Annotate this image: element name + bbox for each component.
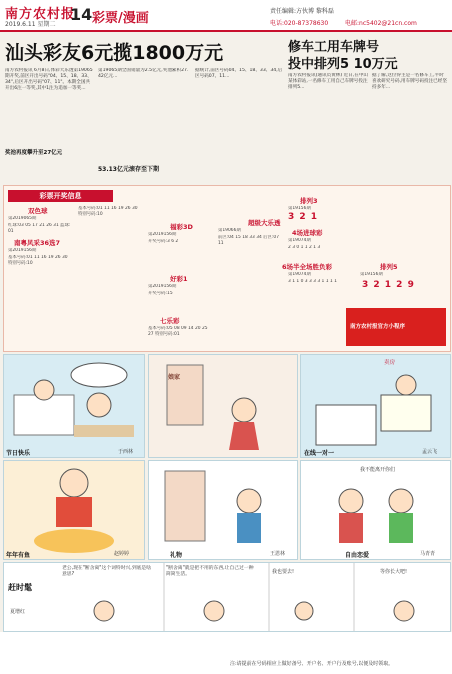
lottery-issue: 第2019156期: [8, 248, 37, 253]
lottery-result: 3 1 1 0 3 3 3 3 1 1 1 1: [288, 279, 337, 284]
lottery-name: 排列3: [300, 197, 318, 205]
comic-author: 赵婷婷: [114, 551, 130, 557]
article2-headline-line1: 修车工用车牌号: [288, 40, 380, 55]
article2-headline-line2: 投中排列5 10万元: [288, 57, 398, 72]
article2-column1: 南方农村报讯(通讯员黄林) 近日,在中山某体彩站,一名修车工用自己车牌号投注排列5...: [288, 73, 368, 90]
lottery-name: 4场进球彩: [292, 229, 323, 237]
comic-illustration: [301, 461, 450, 559]
article1-column3: 据统计,前区号码04、15、18、33、34,后区号码07、11...: [195, 68, 283, 79]
article1-caption: 53.13亿元滚存至下期: [98, 166, 159, 173]
lottery-issue: 第19074期: [288, 272, 311, 277]
comic-panel-gift: [148, 460, 298, 560]
lottery-result: 基本号码:01 11 16 19 26 30 特别号码:10: [8, 255, 68, 266]
lottery-issue: 第19074期: [288, 238, 311, 243]
lottery-result: 基本号码:05 08 09 14 20 25 27 特别号码:01: [148, 326, 208, 337]
article1-column2: 第19065期全国销量为2.5亿元,奖池累积27.42亿元...: [98, 68, 189, 79]
comic-speech: 等你长大吧!: [380, 569, 408, 575]
comic-panel-fish: [3, 460, 145, 560]
editors-line: 责任编辑:方伙博 黎科磊: [270, 8, 334, 15]
lottery-name: 6场半全场胜负彩: [282, 263, 333, 271]
comic-panel-free-love: [300, 460, 451, 560]
comic-illustration: [149, 355, 297, 457]
comic-title: 年年有鱼: [6, 552, 31, 559]
lottery-name: 超级大乐透: [248, 219, 281, 227]
section-title: 彩票/漫画: [92, 11, 149, 26]
comic-title: 赶时髦: [8, 583, 32, 592]
lottery-detail-col: 基本号码:01 11 16 19 26 30 特别号码:10: [78, 206, 138, 217]
newspaper-logo: 南方农村报: [5, 7, 76, 22]
lottery-issue: 第2019156期: [148, 284, 177, 289]
article1-headline: 汕头彩友6元揽1800万元: [5, 42, 224, 64]
lottery-name: 好彩1: [170, 275, 188, 283]
contact-phone: 电话:020-87378630: [270, 20, 329, 27]
contact-email: 电邮:nc5402@21cn.com: [345, 20, 417, 27]
comic-title: 节日快乐: [6, 450, 31, 457]
comic-title: 在线一对一: [304, 450, 335, 457]
comic-speech: 我不能离开你们: [360, 467, 396, 473]
lottery-name: 福彩3D: [170, 223, 193, 231]
lottery-issue: 第2019156期: [148, 232, 177, 237]
lottery-issue: 第19156期: [288, 206, 311, 211]
page-footer: [0, 632, 452, 674]
lottery-result: 开奖号码:3 6 2: [148, 239, 179, 244]
lottery-result: 2 3 0 1 1 2 1 3: [288, 245, 321, 250]
comic-author: 夏增红: [10, 609, 26, 615]
comic-speech: 卖房: [384, 360, 396, 366]
lottery-results-title: 彩票开奖信息: [8, 190, 113, 202]
lottery-result: 3 2 1 2 9: [362, 280, 415, 290]
app-promo-text: 南方农村报官方小程序: [350, 324, 406, 330]
comic-illustration: [301, 355, 450, 457]
comic-author: 孟云飞: [422, 449, 438, 455]
article2-column2: 据了解,这位得主是一名修车工,平时喜欢研究号码,用车牌号码投注已经坚持多年...: [372, 73, 447, 90]
lottery-issue: 第2019065期: [8, 216, 37, 221]
comic-author: 于西林: [118, 449, 134, 455]
comic-title: 自由恋爱: [345, 552, 370, 559]
lottery-result: 红球:03 05 17 21 26 31 蓝球:01: [8, 223, 71, 233]
lottery-name: 七乐彩: [160, 317, 180, 325]
comic-sign-text: 娘家: [168, 374, 181, 381]
comic-illustration: [4, 461, 144, 559]
lottery-name: 排列5: [380, 263, 398, 271]
comic-illustration: [149, 461, 297, 559]
article1-column1: 南方农村报讯 6月8日,体彩大乐透第19065期开奖,前区开出号码"04、15、18、33、34",后区开出号码"07、11"。本期全国共开出6注一等奖,其中1注为追加一等奖...: [5, 68, 93, 91]
comic-panel-online: [300, 354, 451, 458]
comic-title: 礼物: [170, 552, 183, 559]
lottery-result: 3 2 1: [288, 212, 319, 222]
lottery-result: 开奖号码:15: [148, 291, 173, 296]
lottery-result: 前区:04 15 18 33 34 后区:07 11: [218, 235, 280, 246]
comic-speech: 我也要去!: [272, 569, 295, 575]
comic-speech: 老公,现在"断舍离"这个词特时兴,到底是啥意思?: [62, 566, 152, 577]
comic-speech: "断舍离"就是把不用的东西,让自己过一种简简生活。: [166, 566, 254, 577]
comic-illustration: [4, 355, 144, 457]
comic-panel-sell-house: [148, 354, 298, 458]
lottery-name: 南粤风采36选7: [14, 239, 61, 247]
comic-panel-holiday: [3, 354, 145, 458]
footer-note: 注:请提前在号码相应上做好备号、开户名、开户行及账号,以便及时领取。: [230, 661, 394, 667]
issue-date: 2019.6.11 星期二: [5, 21, 56, 28]
lottery-issue: 第19066期: [218, 228, 241, 233]
article1-subhead: 奖池再度攀升至27亿元: [5, 150, 63, 156]
comic-author: 马青青: [420, 551, 436, 557]
lottery-issue: 第19156期: [360, 272, 383, 277]
comic-author: 王恩林: [270, 551, 286, 557]
lottery-name: 双色球: [28, 207, 48, 215]
page-number: 14: [70, 5, 93, 24]
